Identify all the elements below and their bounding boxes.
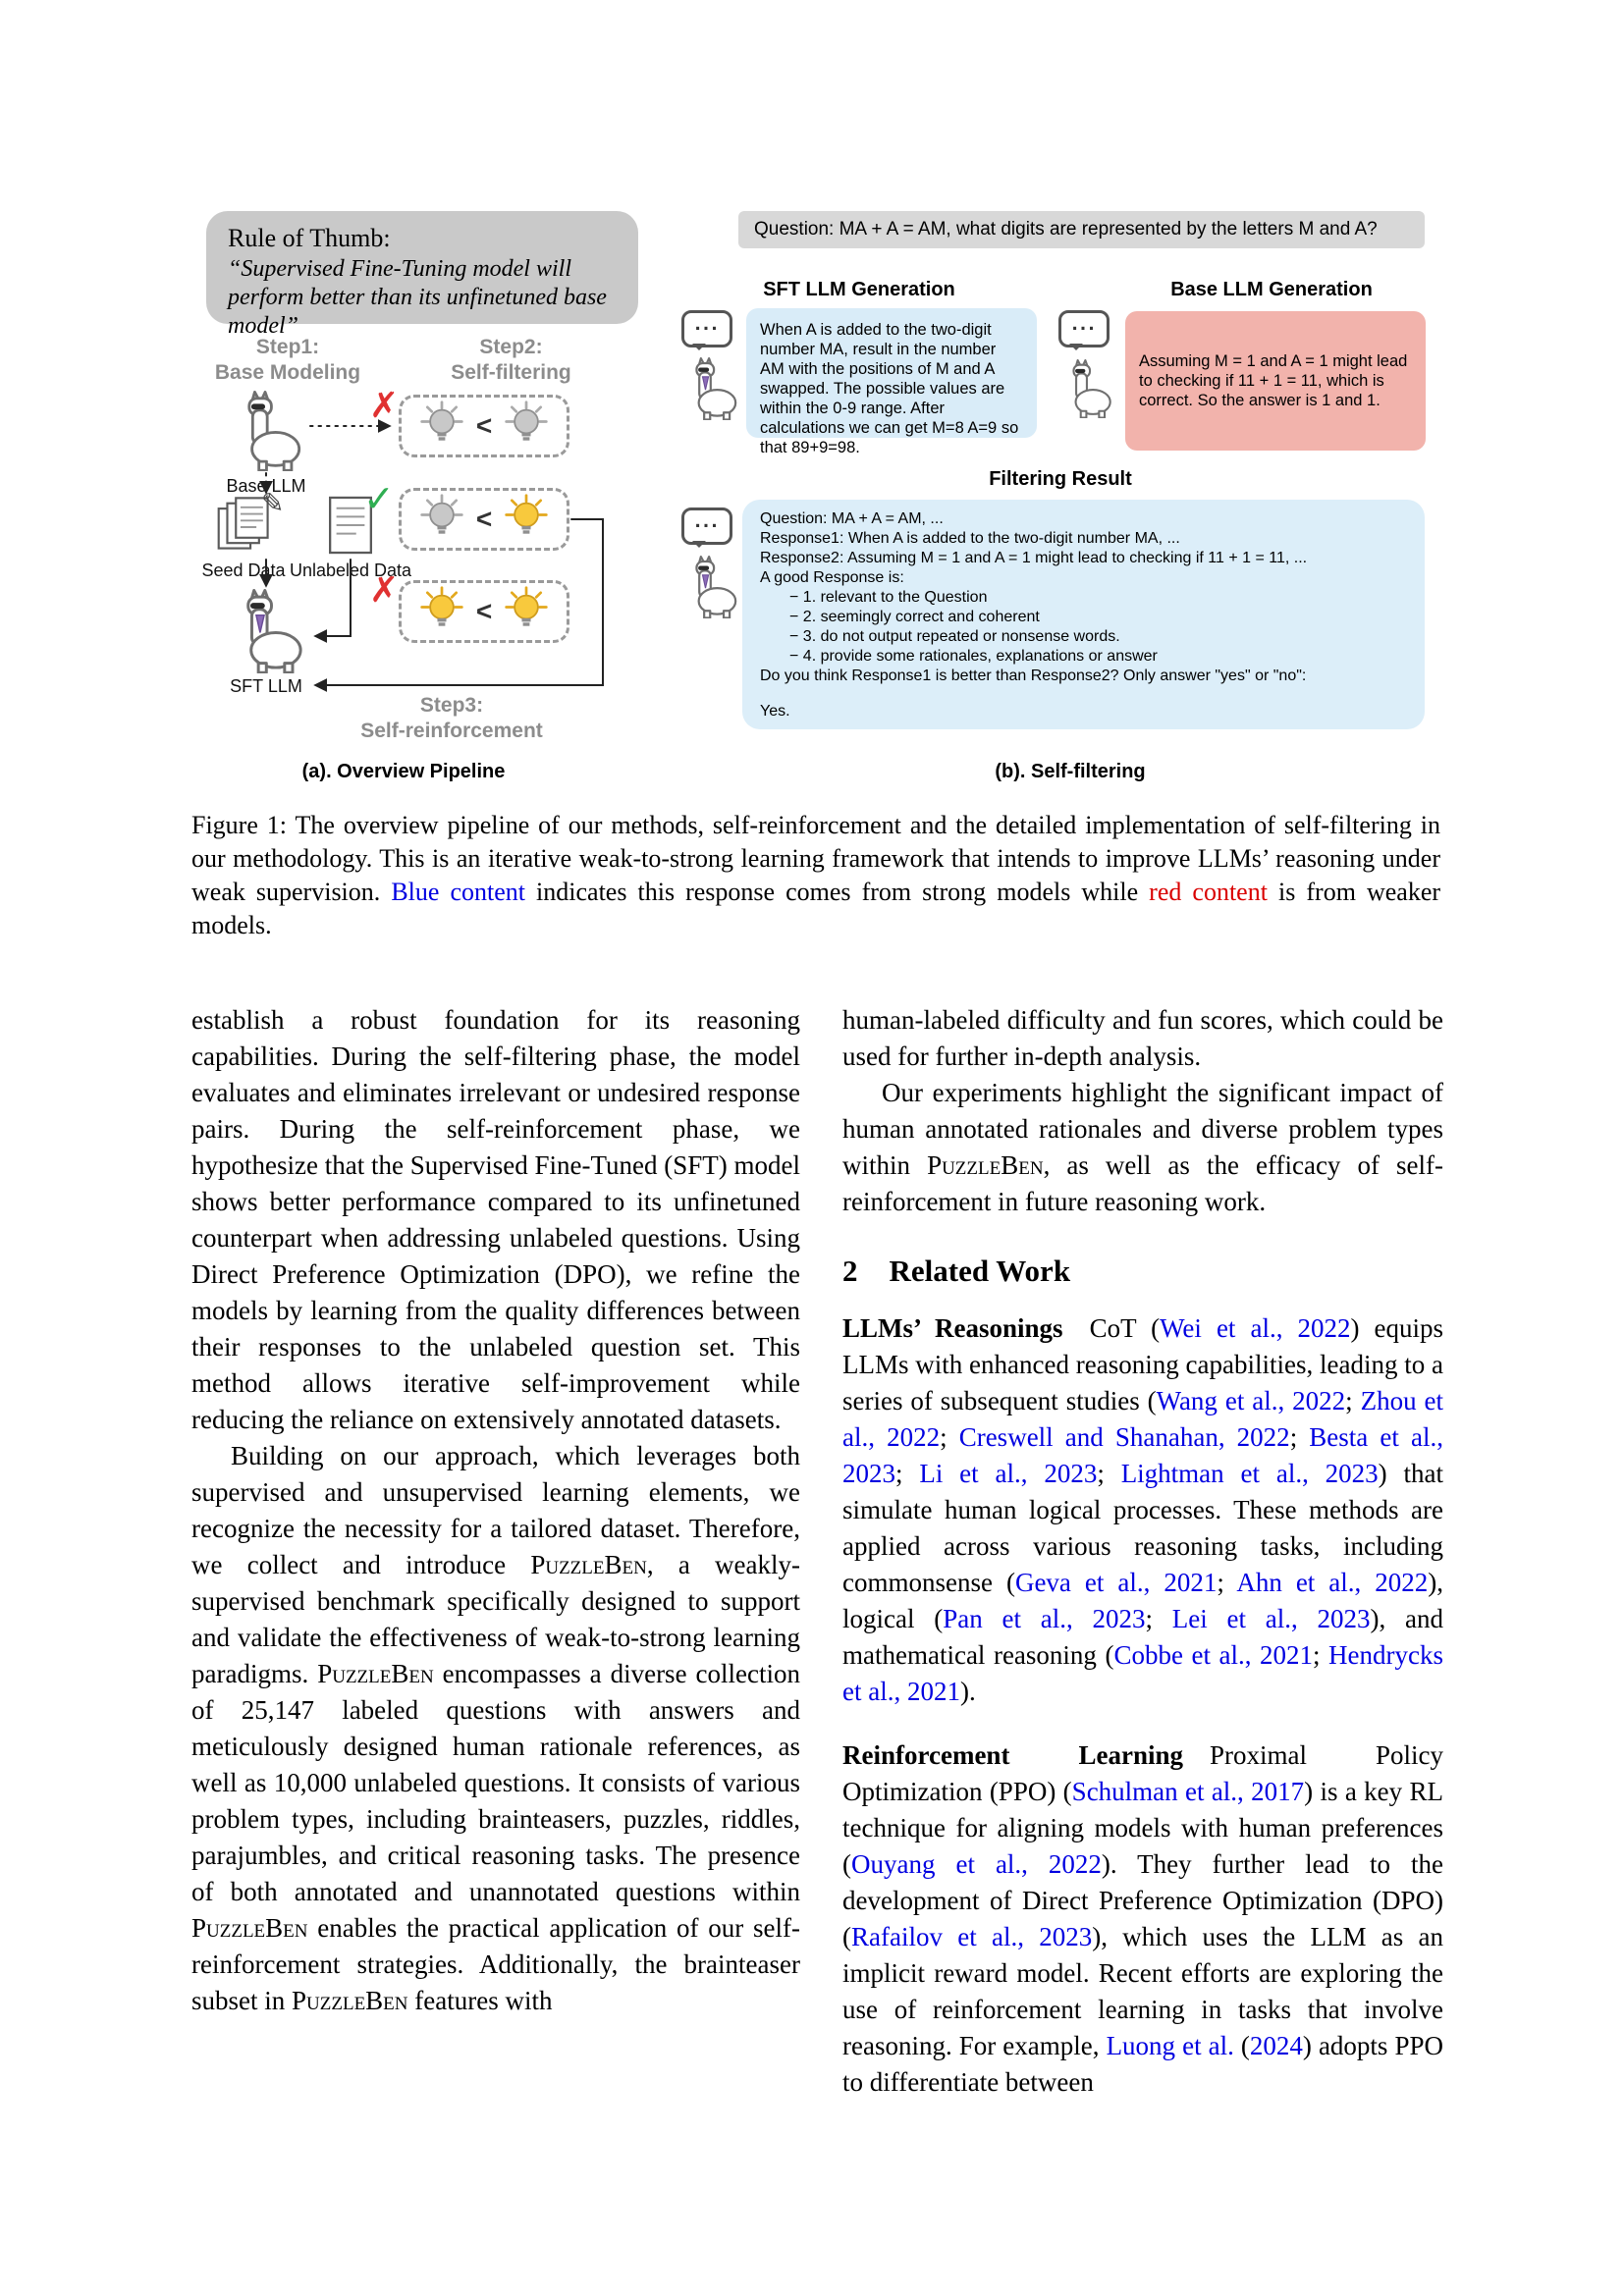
citation-link[interactable]: Hendrycks et al., 2021 bbox=[842, 1640, 1443, 1706]
citation-link[interactable]: Wang et al., 2022 bbox=[1156, 1386, 1346, 1415]
citation-link[interactable]: 2024 bbox=[1249, 2031, 1303, 2060]
bright-bulb-icon bbox=[504, 586, 549, 637]
citation-link[interactable]: Pan et al., 2023 bbox=[943, 1604, 1146, 1633]
filter-line: Question: MA + A = AM, ... bbox=[760, 510, 944, 527]
step3-label: Step3: Self-reinforcement bbox=[360, 694, 543, 743]
base-llm-label: Base LLM bbox=[226, 476, 306, 496]
comparison-box-rejected-top bbox=[399, 395, 569, 457]
sft-llama-icon bbox=[684, 357, 741, 420]
reject-mark-icon: ✗ bbox=[369, 570, 400, 611]
filter-llama-icon bbox=[684, 556, 741, 618]
citation-link[interactable]: Creswell and Shanahan, 2022 bbox=[958, 1422, 1290, 1452]
paragraph: human-labeled difficulty and fun scores, which could be used for further in-depth analysis. bbox=[842, 1005, 1443, 1071]
filter-answer: Yes. bbox=[760, 703, 790, 720]
bright-bulb-icon bbox=[504, 494, 549, 545]
paragraph-llms-reasonings: LLMs’ Reasonings CoT (Wei et al., 2022) equips LLMs with enhanced reasoning capabilities, leading to a series of subsequent studies (Wang et al., 2022; Zhou et al., 2022; Creswell and Shanahan, 2022; Besta et al., 2023; Li et al., 2023; Lightman et al., 2023) that simulate human logical processes. These methods are applied across various reasoning tasks, including commonsense (Geva et al., 2021; Ahn et al., 2022), logical (Pan et al., 2023; Lei et al., 2023), and mathematical reasoning (Cobbe et al., 2021; Hendrycks et al., 2021). bbox=[842, 1313, 1444, 1706]
sft-response-bubble: When A is added to the two-digit number MA, result in the number AM with the positions of M and A swapped. The possible values are within the 0-9 range. After calculations we can get M=8 A=9 so that 89+9=98. bbox=[746, 308, 1037, 438]
pencil-icon: ✎ bbox=[261, 487, 285, 519]
comparison-box-rejected-bottom bbox=[399, 580, 569, 643]
filtering-result-header: Filtering Result bbox=[989, 468, 1132, 490]
filter-line: A good Response is: bbox=[760, 569, 904, 586]
filter-line: − 3. do not output repeated or nonsense words. bbox=[789, 628, 1120, 645]
citation-link[interactable]: Cobbe et al., 2021 bbox=[1113, 1640, 1313, 1670]
citation-link[interactable]: Lightman et al., 2023 bbox=[1120, 1459, 1379, 1488]
less-than-symbol: < bbox=[475, 410, 493, 441]
citation-link[interactable]: Ouyang et al., 2022 bbox=[851, 1849, 1102, 1879]
seed-data-label: Seed Data bbox=[201, 561, 286, 580]
comparison-box-accepted bbox=[399, 488, 569, 551]
bright-bulb-icon bbox=[419, 586, 464, 637]
section-heading-related-work bbox=[842, 1254, 1443, 1289]
speech-dots-icon: ... bbox=[681, 507, 732, 545]
speech-dots-icon: ... bbox=[681, 310, 732, 347]
question-bar bbox=[738, 211, 1425, 248]
question-text: Question: MA + A = AM, what digits are represented by the letters M and A? bbox=[754, 219, 1378, 240]
citation-link[interactable]: Li et al., 2023 bbox=[919, 1459, 1098, 1488]
citation-link[interactable]: Luong et al. bbox=[1106, 2031, 1234, 2060]
citation-link[interactable]: Schulman et al., 2017 bbox=[1071, 1777, 1305, 1806]
sft-llm-llama-icon bbox=[232, 589, 308, 673]
unlabeled-data-label: Unlabeled Data bbox=[289, 561, 412, 580]
filtering-result-box bbox=[742, 500, 1425, 729]
filter-line: Do you think Response1 is better than Response2? Only answer "yes" or "no": bbox=[760, 667, 1307, 684]
filter-line: − 2. seemingly correct and coherent bbox=[789, 609, 1040, 625]
base-response-bubble: Assuming M = 1 and A = 1 might lead to checking if 11 + 1 = 11, which is correct. So the answer is 1 and 1. bbox=[1125, 311, 1426, 451]
less-than-symbol: < bbox=[475, 596, 493, 626]
less-than-symbol: < bbox=[475, 504, 493, 534]
panel-b-caption: (b). Self-filtering bbox=[995, 761, 1146, 782]
citation-link[interactable]: Besta et al., 2023 bbox=[842, 1422, 1443, 1488]
base-llm-llama-icon bbox=[234, 391, 306, 471]
step2-label: Step2: Self-filtering bbox=[451, 336, 571, 385]
dim-bulb-icon bbox=[419, 400, 464, 452]
panel-a-caption: (a). Overview Pipeline bbox=[301, 761, 506, 782]
figure-caption: Figure 1: The overview pipeline of our methods, self-reinforcement and the detailed implementation of self-filtering in our methodology. This is an iterative weak-to-strong learning framework that intends to improve LLMs’ reasoning under weak supervision. Blue content indicates this response comes from strong models while red content is from weaker models. bbox=[191, 811, 1441, 939]
filter-line: − 4. provide some rationales, explanations or answer bbox=[789, 648, 1158, 665]
right-column bbox=[842, 1002, 1443, 2101]
citation-link[interactable]: Zhou et al., 2022 bbox=[842, 1386, 1443, 1452]
speech-dots-icon: ... bbox=[1058, 310, 1110, 347]
accept-mark-icon: ✓ bbox=[363, 477, 395, 520]
citation-link[interactable]: Ahn et al., 2022 bbox=[1236, 1568, 1429, 1597]
citation-link[interactable]: Geva et al., 2021 bbox=[1014, 1568, 1218, 1597]
paragraph: Our experiments highlight the significant impact of human annotated rationales and diverse problem types within PuzzleBen, as well as the efficacy of self-reinforcement in future reasoning work. bbox=[842, 1078, 1443, 1216]
step1-label: Step1: Base Modeling bbox=[214, 336, 361, 385]
sft-generation-header: SFT LLM Generation bbox=[763, 279, 955, 300]
base-generation-header: Base LLM Generation bbox=[1170, 279, 1373, 300]
dim-bulb-icon bbox=[419, 494, 464, 545]
citation-link[interactable]: Wei et al., 2022 bbox=[1160, 1313, 1351, 1343]
filter-line: Response2: Assuming M = 1 and A = 1 might lead to checking if 11 + 1 = 11, ... bbox=[760, 550, 1308, 566]
rule-of-thumb-title: Rule of Thumb: bbox=[228, 224, 391, 252]
rule-of-thumb-quote: “Supervised Fine-Tuning model will perform better than its unfinetuned base model” bbox=[228, 255, 607, 340]
dim-bulb-icon bbox=[504, 400, 549, 452]
section-number: 2 bbox=[842, 1254, 858, 1288]
filter-line: − 1. relevant to the Question bbox=[789, 589, 988, 606]
reject-mark-icon: ✗ bbox=[369, 386, 400, 426]
paragraph-reinforcement-learning: Reinforcement Learning Proximal Policy Optimization (PPO) (Schulman et al., 2017) is a key RL technique for aligning models with human preferences (Ouyang et al., 2022). They further lead to the development of Direct Preference Optimization (DPO) (Rafailov et al., 2023), which uses the LLM as an implicit reward model. Recent efforts are exploring the use of reinforcement learning in tasks that involve reasoning. For example, Luong et al. (2024) adopts PPO to differentiate between bbox=[842, 1740, 1444, 2097]
section-title: Related Work bbox=[889, 1254, 1071, 1288]
citation-link[interactable]: Rafailov et al., 2023 bbox=[851, 1922, 1093, 1951]
citation-link[interactable]: Lei et al., 2023 bbox=[1171, 1604, 1371, 1633]
sft-llm-label: SFT LLM bbox=[230, 676, 302, 696]
left-column bbox=[191, 1002, 800, 2019]
paragraph: establish a robust foundation for its reasoning capabilities. During the self-filtering phase, the model evaluates and eliminates irrelevant or undesired response pairs. During the self-reinforcement phase, we hypothesize that the Supervised Fine-Tuned (SFT) model shows better performance compared to its unfinetuned counterpart when addressing unlabeled questions. Using Direct Preference Optimization (DPO), we refine the models by learning from the quality differences between their responses to the unlabeled question set. This method allows iterative self-improvement while reducing the reliance on extensively annotated datasets. bbox=[191, 1005, 800, 1434]
paragraph: Building on our approach, which leverages both supervised and unsupervised learning elements, we recognize the necessity for a tailored dataset. Therefore, we collect and introduce PuzzleBen, a weakly-supervised benchmark specifically designed to support and validate the effectiveness of weak-to-strong learning paradigms. PuzzleBen encompasses a diverse collection of 25,147 labeled questions with answers and meticulously designed human rationale references, as well as 10,000 unlabeled questions. It consists of various problem types, including brainteasers, puzzles, riddles, parajumbles, and critical reasoning tasks. The presence of both annotated and unannotated questions within PuzzleBen enables the practical application of our self-reinforcement strategies. Additionally, the brainteaser subset in PuzzleBen features with bbox=[191, 1441, 800, 2015]
base-llama-icon bbox=[1062, 359, 1115, 418]
filter-line: Response1: When A is added to the two-digit number MA, ... bbox=[760, 530, 1180, 547]
rule-of-thumb-box bbox=[206, 211, 638, 340]
